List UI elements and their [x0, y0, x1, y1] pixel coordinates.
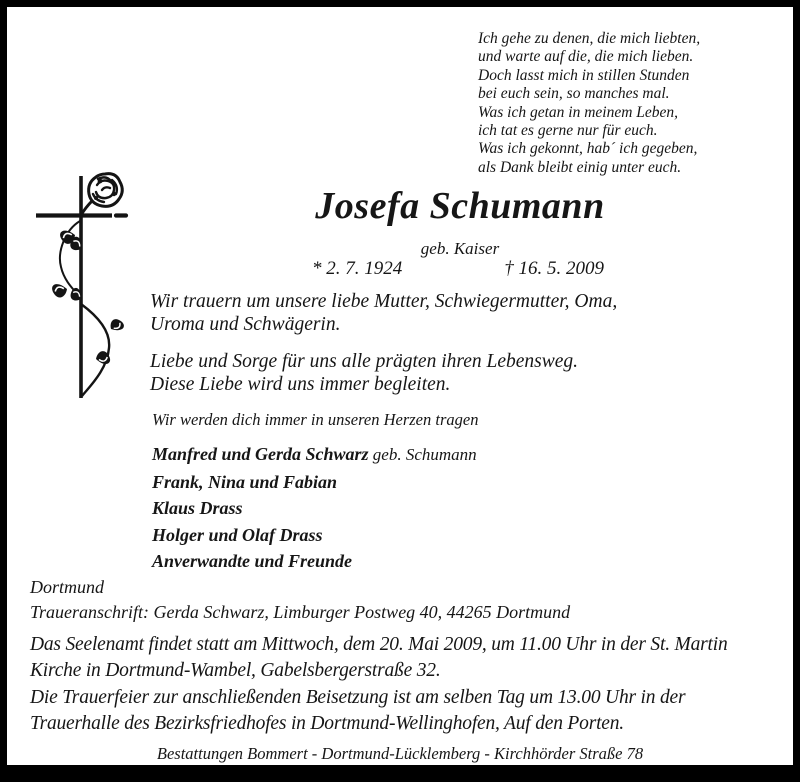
condolence-address: Traueranschrift: Gerda Schwarz, Limburger Postweg 40, 44265 Dortmund [30, 602, 571, 622]
mourner-name: Manfred und Gerda Schwarz [152, 444, 369, 464]
mourner-row [152, 548, 477, 575]
text-line: Was ich gekonnt, hab´ ich gegeben, [478, 140, 698, 158]
death-date: † 16. 5. 2009 [504, 258, 604, 279]
city-line: Dortmund [30, 577, 105, 597]
funeral-info [30, 685, 778, 736]
birth-date: * 2. 7. 1924 [312, 258, 403, 279]
frame-right [793, 0, 800, 782]
text-line: Das Seelenamt findet statt am Mittwoch, dem 20. Mai 2009, um 11.00 Uhr in der St. Martin [30, 634, 728, 655]
mourner-row [152, 441, 477, 469]
mourners-list [152, 441, 477, 575]
mourner-row [152, 522, 477, 549]
text-line: Trauerhalle des Bezirksfriedhofes in Dortmund-Wellinghofen, Auf den Porten. [30, 712, 624, 734]
text-line: bei euch sein, so manches mal. [478, 85, 670, 103]
text-line: Kirche in Dortmund-Wambel, Gabelsbergerstraße 32. [30, 659, 441, 681]
cross-rose-icon [30, 168, 140, 403]
text-line: Diese Liebe wird uns immer begleiten. [150, 374, 451, 395]
text-line: als Dank bleibt einig unter euch. [478, 158, 682, 176]
text-line: und warte auf die, die mich lieben. [478, 48, 694, 66]
life-dates [312, 258, 604, 280]
text-line: Ich gehe zu denen, die mich liebten, [478, 30, 701, 47]
deceased-name: Josefa Schumann [315, 185, 605, 227]
text-line: Was ich getan in meinem Leben, [478, 103, 679, 121]
mourner-name: Frank, Nina und Fabian [152, 471, 338, 492]
love-paragraph [150, 350, 710, 396]
text-line: Wir trauern um unsere liebe Mutter, Schwiegermutter, Oma, [150, 291, 618, 312]
funeral-home-line: Bestattungen Bommert - Dortmund-Lücklemberg - Kirchhörder Straße 78 [156, 744, 644, 763]
text-line: Doch lasst mich in stillen Stunden [478, 66, 690, 84]
mourner-row [152, 495, 477, 522]
service-info [30, 632, 778, 683]
mourner-row [152, 469, 477, 496]
maiden-name: geb. Kaiser [420, 239, 500, 258]
poem [478, 30, 700, 177]
frame-top [0, 0, 800, 7]
mourner-name: Klaus Drass [152, 498, 243, 518]
frame-left [0, 0, 7, 782]
mourning-paragraph [150, 290, 710, 336]
remembrance-line: Wir werden dich immer in unseren Herzen tragen [152, 410, 479, 429]
text-line: Die Trauerfeier zur anschließenden Beisetzung ist am selben Tag um 13.00 Uhr in der [30, 687, 686, 708]
mourner-name: Holger und Olaf Drass [152, 524, 323, 545]
text-line: Liebe und Sorge für uns alle prägten ihren Lebensweg. [150, 351, 579, 372]
frame-bottom [0, 765, 800, 782]
mourner-name: Anverwandte und Freunde [152, 551, 353, 571]
text-line: ich tat es gerne nur für euch. [478, 122, 658, 140]
mourner-name-suffix: geb. Schumann [368, 445, 477, 464]
text-line: Uroma und Schwägerin. [150, 314, 341, 335]
